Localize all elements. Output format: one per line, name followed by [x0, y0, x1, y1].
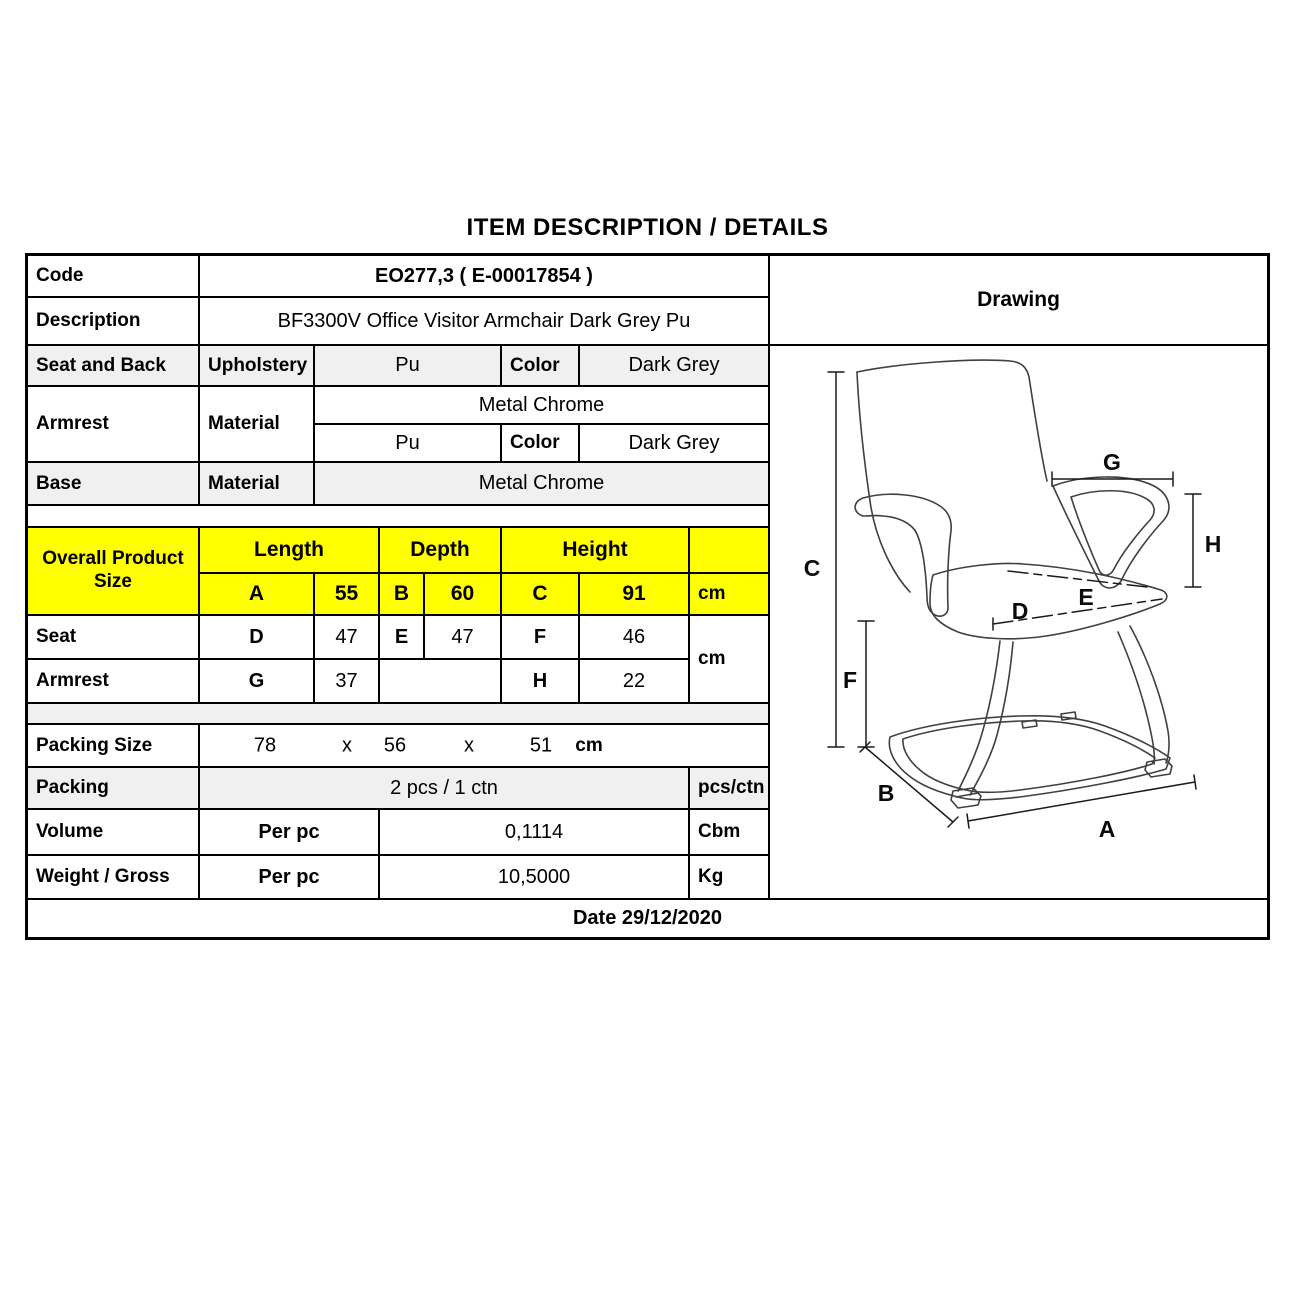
dim-label-c: C: [803, 555, 821, 581]
dim-val-g: 37: [315, 660, 380, 704]
armrest-material-2: Pu: [315, 425, 502, 463]
seat-back-color-label: Color: [502, 346, 580, 387]
packing-unit: pcs/ctn: [690, 768, 770, 810]
chair-drawing: [770, 346, 1267, 899]
weight-value: 10,5000: [380, 856, 690, 900]
dim-val-d: 47: [315, 616, 380, 660]
chair-rear-leg: [1118, 626, 1169, 764]
drawing-header: Drawing: [770, 256, 1267, 346]
packing-value: 2 pcs / 1 ctn: [200, 768, 690, 810]
packing-size-p2: 56: [383, 734, 407, 756]
length-header: Length: [200, 528, 380, 574]
base-material-value: Metal Chrome: [315, 463, 770, 506]
chair-rear-foot: [1145, 759, 1172, 777]
packing-size-p3: 51: [529, 734, 553, 756]
depth-header: Depth: [380, 528, 502, 574]
code-value: EO277,3 ( E-00017854 ): [200, 256, 770, 298]
volume-per-pc: Per pc: [200, 810, 380, 856]
spacer-row-2: [28, 704, 770, 725]
armrest-material-label: Material: [200, 387, 315, 463]
spacer-row-1: [28, 506, 770, 528]
packing-size-value: [200, 725, 770, 768]
seat-back-color-value: Dark Grey: [580, 346, 770, 387]
armrest-label: Armrest: [28, 387, 200, 463]
packing-size-x1: x: [342, 734, 352, 756]
chair-backrest-left: [857, 372, 910, 592]
weight-label: Weight / Gross: [28, 856, 200, 900]
dim-key-g: G: [200, 660, 315, 704]
dim-key-e: E: [380, 616, 425, 660]
packing-size-p1: 78: [253, 734, 277, 756]
packing-size-unit: cm: [575, 734, 603, 756]
packing-size-x2: x: [464, 734, 474, 756]
chair-backrest-top-right: [857, 360, 1047, 481]
dim-key-f: F: [502, 616, 580, 660]
dim-val-f: 46: [580, 616, 690, 660]
dim-val-a: 55: [315, 574, 380, 616]
overall-product-size-header: Overall Product Size: [28, 528, 200, 616]
dim-label-a: A: [1098, 816, 1116, 842]
packing-size-label: Packing Size: [28, 725, 200, 768]
dim-label-e: E: [1078, 584, 1094, 610]
dim-key-b: B: [380, 574, 425, 616]
dim-line-h: [1185, 494, 1201, 587]
chair-armrest-far: [855, 494, 951, 616]
description-label: Description: [28, 298, 200, 346]
chair-sled-tab-2: [1061, 712, 1076, 720]
drawing-area: [770, 346, 1267, 900]
armrest-color-value: Dark Grey: [580, 425, 770, 463]
dim-val-b: 60: [425, 574, 502, 616]
seat-armrest-unit: cm: [690, 616, 770, 704]
armrest-color-label: Color: [502, 425, 580, 463]
dim-val-e: 47: [425, 616, 502, 660]
code-label: Code: [28, 256, 200, 298]
seat-size-label: Seat: [28, 616, 200, 660]
date-row: Date 29/12/2020: [28, 900, 1267, 937]
dim-val-c: 91: [580, 574, 690, 616]
dim-label-g: G: [1103, 449, 1121, 475]
armrest-material-1: Metal Chrome: [315, 387, 770, 425]
dim-label-h: H: [1204, 531, 1222, 557]
weight-per-pc: Per pc: [200, 856, 380, 900]
volume-value: 0,1114: [380, 810, 690, 856]
armrest-size-blank: [380, 660, 502, 704]
volume-label: Volume: [28, 810, 200, 856]
dim-key-a: A: [200, 574, 315, 616]
chair-armrest-near-outer: [1053, 477, 1169, 588]
size-header-blank: [690, 528, 770, 574]
seat-back-material: Pu: [315, 346, 502, 387]
dim-val-h: 22: [580, 660, 690, 704]
height-header: Height: [502, 528, 690, 574]
weight-unit: Kg: [690, 856, 770, 900]
description-value: BF3300V Office Visitor Armchair Dark Grey Pu: [200, 298, 770, 346]
page-title: ITEM DESCRIPTION / DETAILS: [466, 214, 829, 241]
overall-unit: cm: [690, 574, 770, 616]
dim-label-d: D: [1011, 598, 1029, 624]
dim-label-b: B: [877, 780, 895, 806]
chair-armrest-near-inner: [1071, 491, 1154, 575]
volume-unit: Cbm: [690, 810, 770, 856]
seat-back-label: Seat and Back: [28, 346, 200, 387]
packing-label: Packing: [28, 768, 200, 810]
dim-line-c: [828, 372, 844, 747]
base-label: Base: [28, 463, 200, 506]
dim-key-d: D: [200, 616, 315, 660]
chair-sled-outer: [889, 716, 1170, 800]
dim-line-b: [860, 742, 958, 827]
base-material-label: Material: [200, 463, 315, 506]
armrest-size-label: Armrest: [28, 660, 200, 704]
dim-key-h: H: [502, 660, 580, 704]
dim-key-c: C: [502, 574, 580, 616]
dim-line-f: [858, 621, 874, 747]
spec-table: [25, 253, 1270, 940]
dim-label-f: F: [842, 667, 858, 693]
dim-line-a: [967, 775, 1196, 828]
upholstery-label: Upholstery: [200, 346, 315, 387]
